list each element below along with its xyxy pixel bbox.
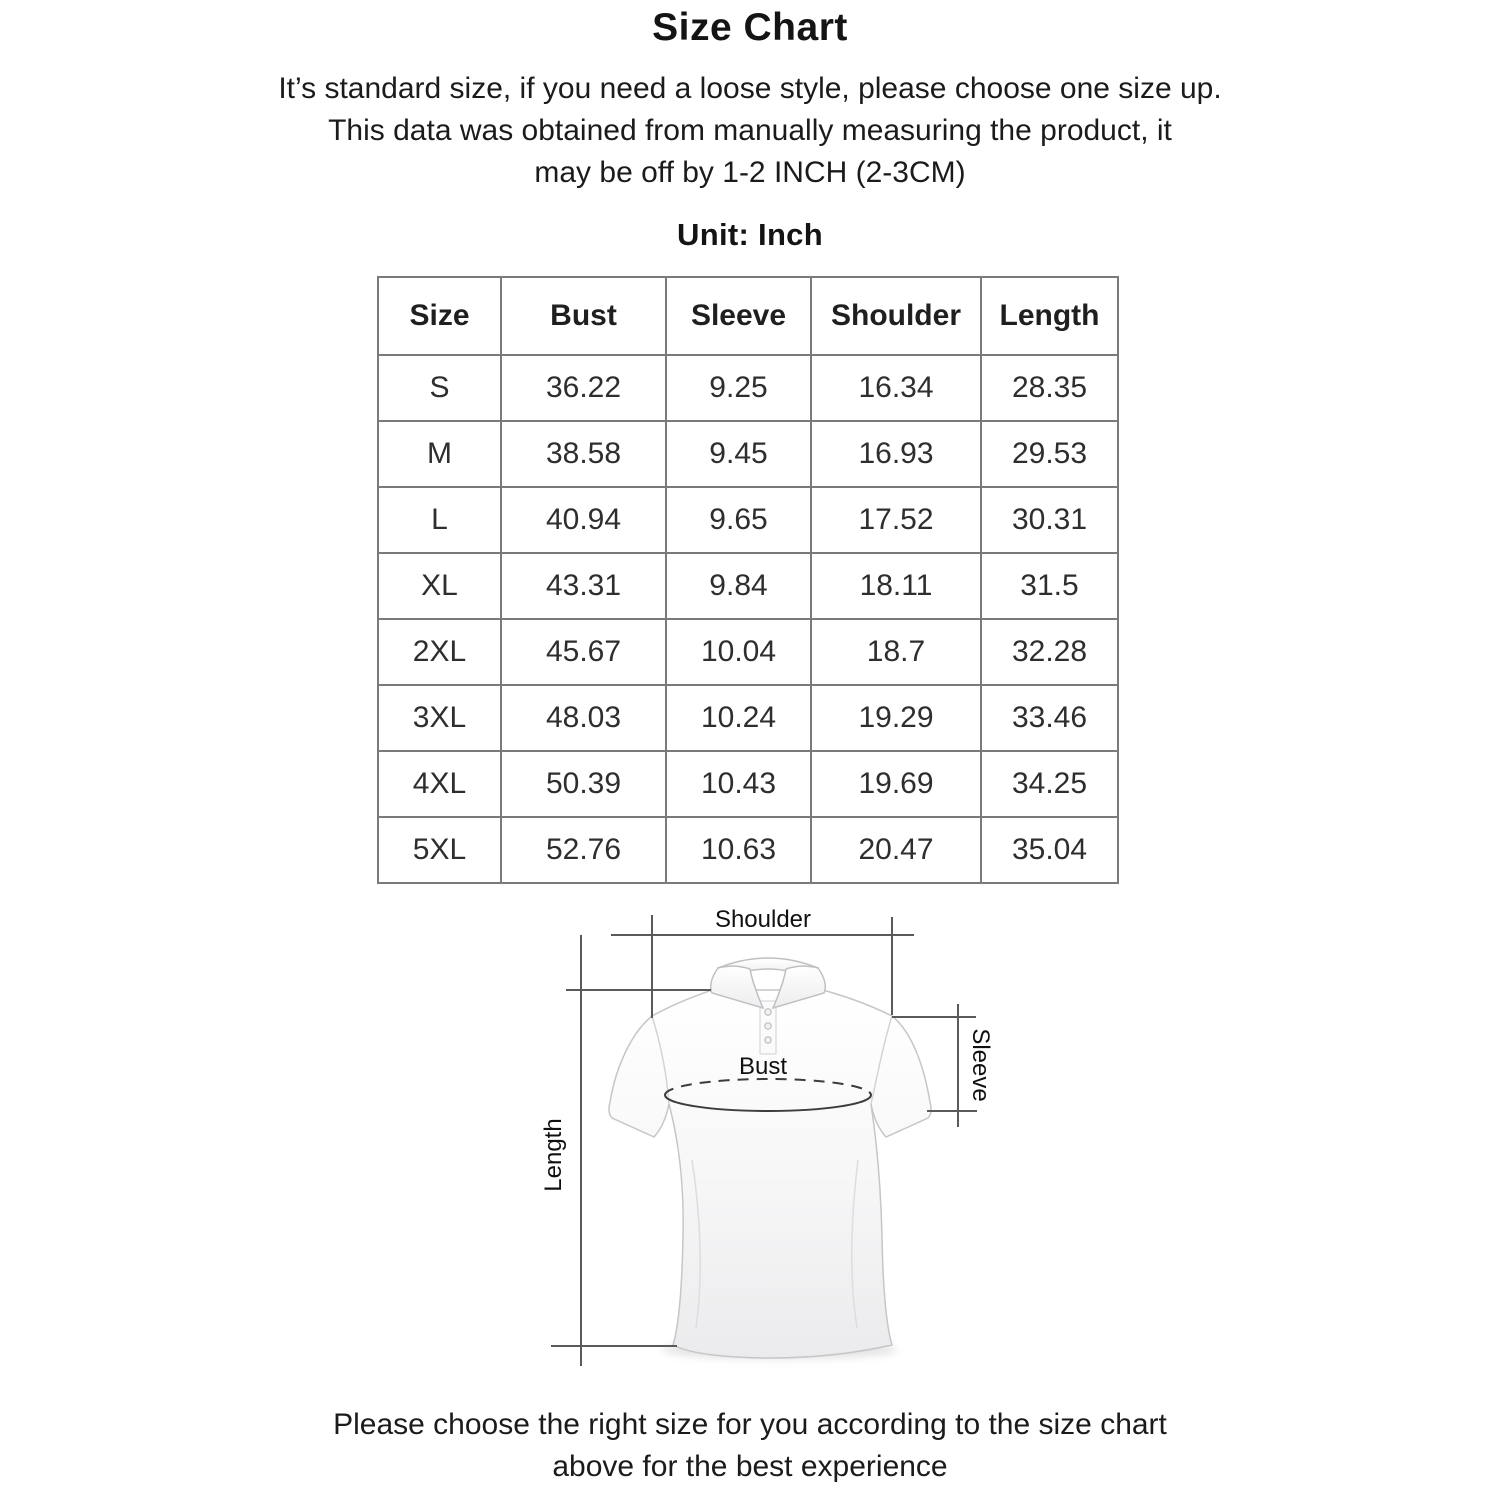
table-cell: 29.53 [981,421,1118,487]
table-cell: 2XL [378,619,501,685]
footer-line: Please choose the right size for you according to the size chart [333,1408,1167,1441]
table-cell: M [378,421,501,487]
description-line: may be off by 1-2 INCH (2-3CM) [534,156,966,189]
size-table [377,276,1119,884]
table-row [378,685,1118,751]
measurement-diagram [540,898,1010,1368]
table-cell: 40.94 [501,487,666,553]
table-cell: 34.25 [981,751,1118,817]
table-cell: 32.28 [981,619,1118,685]
description-line: It’s standard size, if you need a loose style, please choose one size up. [278,72,1222,105]
table-cell: 4XL [378,751,501,817]
table-row [378,619,1118,685]
column-header-size: Size [378,277,501,355]
table-cell: 48.03 [501,685,666,751]
table-cell: 50.39 [501,751,666,817]
table-cell: 35.04 [981,817,1118,883]
size-description [0,68,1500,194]
table-row [378,817,1118,883]
column-header-sleeve: Sleeve [666,277,811,355]
footer-note [0,1404,1500,1488]
table-row [378,421,1118,487]
table-cell: 28.35 [981,355,1118,421]
table-cell: 5XL [378,817,501,883]
shoulder-label: Shoulder [714,906,812,933]
column-header-shoulder: Shoulder [811,277,981,355]
table-cell: XL [378,553,501,619]
table-cell: 9.25 [666,355,811,421]
table-cell: 36.22 [501,355,666,421]
table-cell: 10.43 [666,751,811,817]
table-cell: 18.11 [811,553,981,619]
table-cell: 18.7 [811,619,981,685]
column-header-length: Length [981,277,1118,355]
table-cell: 33.46 [981,685,1118,751]
table-cell: 3XL [378,685,501,751]
table-cell: 31.5 [981,553,1118,619]
table-cell: 19.69 [811,751,981,817]
table-cell: 45.67 [501,619,666,685]
table-cell: 52.76 [501,817,666,883]
table-cell: L [378,487,501,553]
table-cell: 10.04 [666,619,811,685]
table-header-row [378,277,1118,355]
table-cell: S [378,355,501,421]
table-row [378,487,1118,553]
table-cell: 9.45 [666,421,811,487]
table-cell: 43.31 [501,553,666,619]
table-cell: 10.63 [666,817,811,883]
description-line: This data was obtained from manually measuring the product, it [328,114,1172,147]
table-cell: 16.93 [811,421,981,487]
table-cell: 30.31 [981,487,1118,553]
column-header-bust: Bust [501,277,666,355]
table-cell: 10.24 [666,685,811,751]
table-cell: 38.58 [501,421,666,487]
sleeve-label: Sleeve [967,1028,994,1102]
table-cell: 16.34 [811,355,981,421]
table-cell: 17.52 [811,487,981,553]
unit-label: Unit: Inch [677,217,823,252]
bust-label: Bust [738,1053,788,1080]
table-row [378,553,1118,619]
footer-line: above for the best experience [552,1450,948,1483]
polo-shirt-illustration [609,958,931,1358]
table-cell: 9.84 [666,553,811,619]
table-cell: 20.47 [811,817,981,883]
table-cell: 19.29 [811,685,981,751]
table-cell: 9.65 [666,487,811,553]
table-row [378,751,1118,817]
table-row [378,355,1118,421]
length-label: Length [540,1118,567,1192]
page-title: Size Chart [652,6,848,49]
